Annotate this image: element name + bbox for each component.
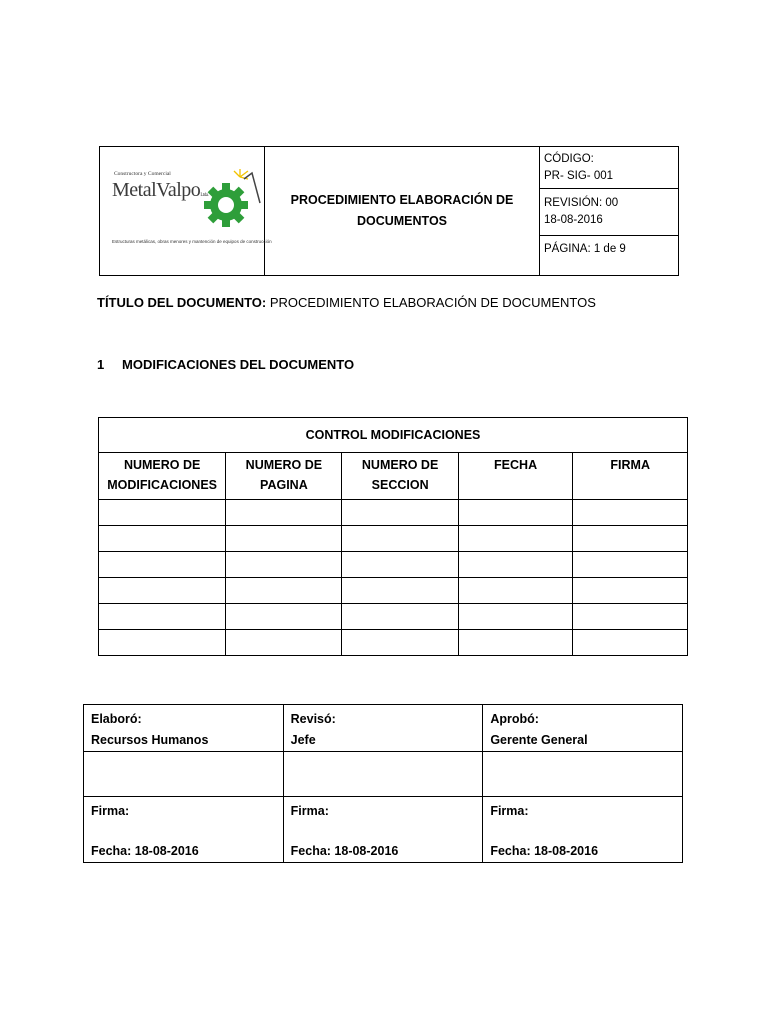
logo-company-name: MetalValpoLtda.	[112, 179, 209, 201]
reviso-role: Jefe	[290, 733, 316, 747]
fecha-label: Fecha: 18-08-2016	[91, 844, 199, 858]
control-modifications-table	[98, 417, 688, 656]
company-logo	[112, 169, 272, 249]
signature-space	[283, 752, 483, 797]
control-table-caption: CONTROL MODIFICACIONES	[99, 418, 688, 453]
column-header: FECHA	[458, 453, 573, 500]
table-cell	[458, 604, 573, 630]
pagina-value: PÁGINA: 1 de 9	[544, 243, 626, 255]
table-cell	[226, 578, 342, 604]
reviso-firma-cell	[283, 797, 483, 863]
table-cell	[573, 500, 688, 526]
signature-space	[483, 752, 683, 797]
table-cell	[99, 630, 226, 656]
header-title-cell	[265, 147, 540, 276]
table-cell	[573, 578, 688, 604]
aprobo-role: Gerente General	[490, 733, 588, 747]
table-row	[99, 500, 688, 526]
table-cell	[342, 526, 458, 552]
column-header: FIRMA	[573, 453, 688, 500]
reviso-cell	[283, 705, 483, 752]
fecha-label: Fecha: 18-08-2016	[490, 844, 599, 858]
elaboro-role: Recursos Humanos	[91, 733, 209, 747]
fecha-label: Fecha: 18-08-2016	[290, 844, 399, 858]
aprobo-firma-cell	[483, 797, 683, 863]
revision-cell	[540, 189, 679, 236]
table-cell	[226, 552, 342, 578]
table-cell	[342, 578, 458, 604]
codigo-label: CÓDIGO:	[544, 153, 594, 165]
table-cell	[226, 500, 342, 526]
header-title-line2: DOCUMENTOS	[356, 214, 448, 228]
table-cell	[458, 630, 573, 656]
document-header-table	[99, 146, 679, 276]
table-cell	[99, 578, 226, 604]
table-cell	[99, 526, 226, 552]
section-title: MODIFICACIONES DEL DOCUMENTO	[122, 357, 355, 372]
pagina-cell	[540, 236, 679, 276]
table-cell	[573, 552, 688, 578]
header-title-line1: PROCEDIMIENTO ELABORACIÓN DE	[290, 193, 514, 207]
elaboro-cell	[84, 705, 284, 752]
column-header: NUMERO DE PAGINA	[226, 453, 342, 500]
table-cell	[458, 578, 573, 604]
document-title-label: TÍTULO DEL DOCUMENTO:	[97, 295, 267, 310]
table-cell	[99, 500, 226, 526]
aprobo-cell	[483, 705, 683, 752]
table-cell	[458, 552, 573, 578]
revision-label: REVISIÓN: 00	[544, 197, 619, 209]
table-cell	[573, 630, 688, 656]
table-cell	[458, 526, 573, 552]
signature-space	[84, 752, 284, 797]
table-cell	[226, 604, 342, 630]
table-cell	[226, 630, 342, 656]
column-header: NUMERO DE SECCION	[342, 453, 458, 500]
logo-small-text: Constructora y Comercial	[114, 171, 171, 177]
logo-cell	[100, 147, 272, 276]
logo-tagline: Estructuras metálicas, obras menores y mantención de equipos de construcción	[112, 239, 272, 244]
revision-date: 18-08-2016	[544, 214, 603, 226]
table-row	[99, 630, 688, 656]
table-cell	[342, 552, 458, 578]
table-cell	[342, 500, 458, 526]
section-heading	[97, 357, 354, 372]
codigo-value: PR- SIG- 001	[544, 170, 614, 182]
table-cell	[342, 630, 458, 656]
table-cell	[342, 604, 458, 630]
elaboro-label: Elaboró:	[91, 712, 142, 726]
gear-welding-icon	[204, 169, 262, 229]
signatures-table	[83, 704, 683, 863]
document-title-line	[97, 295, 596, 310]
aprobo-label: Aprobó:	[490, 712, 539, 726]
table-cell	[99, 552, 226, 578]
table-cell	[458, 500, 573, 526]
elaboro-firma-cell	[84, 797, 284, 863]
table-row	[99, 578, 688, 604]
firma-label: Firma:	[490, 804, 529, 818]
firma-label: Firma:	[91, 804, 130, 818]
table-row	[99, 526, 688, 552]
table-cell	[573, 604, 688, 630]
firma-label: Firma:	[290, 804, 329, 818]
table-row	[99, 604, 688, 630]
column-header: NUMERO DE MODIFICACIONES	[99, 453, 226, 500]
reviso-label: Revisó:	[290, 712, 336, 726]
section-number: 1	[97, 357, 105, 372]
document-title-value: PROCEDIMIENTO ELABORACIÓN DE DOCUMENTOS	[266, 295, 596, 310]
codigo-cell	[540, 147, 679, 189]
table-cell	[99, 604, 226, 630]
table-cell	[226, 526, 342, 552]
table-cell	[573, 526, 688, 552]
table-row	[99, 552, 688, 578]
